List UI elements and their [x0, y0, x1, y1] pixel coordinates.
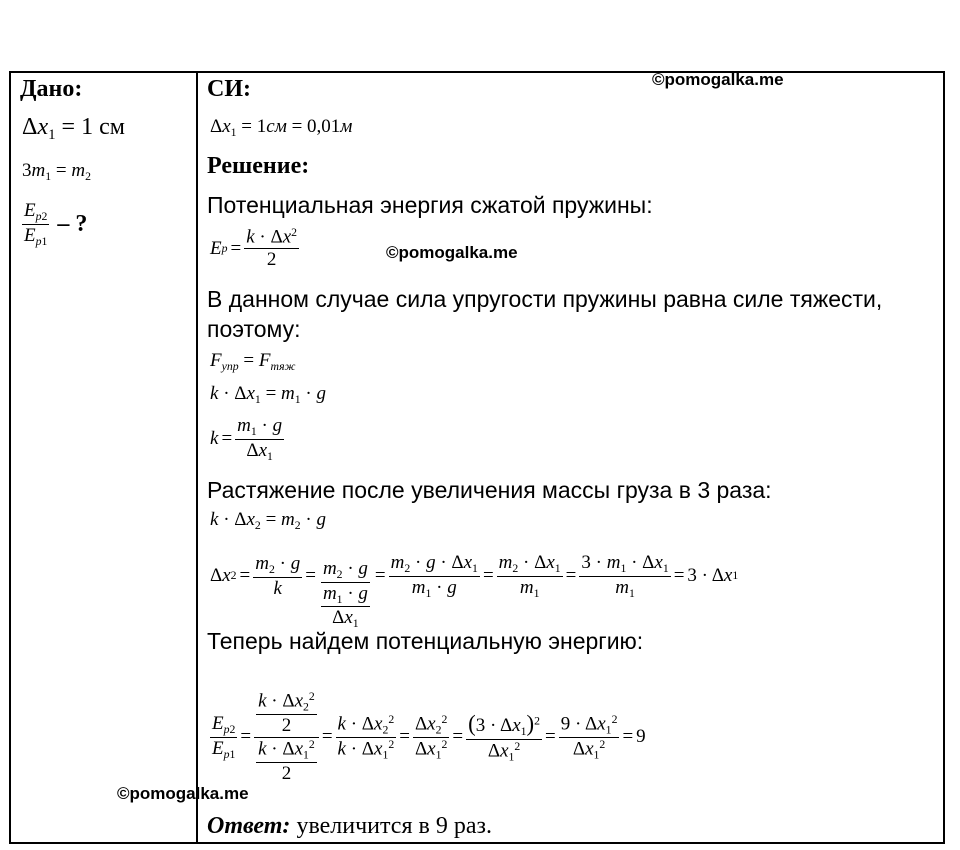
- energy-ratio-fraction: $\frac{E_{p2}}{E_{p1}}$: [24, 200, 48, 248]
- answer-line: [207, 813, 492, 840]
- given-line2: $3m_1 = m_2$: [22, 160, 91, 184]
- formula-hooke-2: $k \cdot \Delta x_2 = m_2 \cdot g$: [210, 509, 326, 533]
- formula-dx2-chain: Δ x 2 = $\frac{m_2 \cdot g}{k}$ = $\frac{m_2 \cdot g}{\frac{m_1 \cdot g}{\Delta x_1}}$ = $\frac{m_2 \cdot g \cdot \Delta x_1}{m_1 \cdot g}$ = $\frac{m_2 \cdot \Delta x_1}{m_1}$ = $\frac{3 \cdot m_1 \cdot \Delta x_1}{m_1}$ = 3 · Δ x 1: [210, 552, 739, 631]
- given-question: [22, 200, 87, 248]
- watermark-bottom: ©pomogalka.me: [117, 784, 249, 803]
- solution-text4: Растяжение после увеличения массы груза в 3 раза:: [207, 477, 772, 503]
- given-title: Дано:: [20, 76, 83, 102]
- solution-title: Решение:: [207, 153, 310, 179]
- formula-force-equality: $F_{упр} = F_{тяж}$: [210, 350, 296, 374]
- formula-hooke-1: $k \cdot \Delta x_1 = m_1 \cdot g$: [210, 383, 326, 407]
- si-title: СИ:: [207, 76, 251, 102]
- watermark-middle: ©pomogalka.me: [386, 243, 518, 262]
- formula-potential-energy: E p = $\frac{k \cdot \Delta x^2}{2}$: [210, 226, 298, 271]
- question-mark: – ?: [57, 210, 88, 237]
- si-conversion: $\Delta x_1 = 1см = 0,01м$: [210, 116, 353, 140]
- column-divider: [196, 71, 198, 844]
- solution-text3: поэтому:: [207, 316, 301, 342]
- solution-text1: Потенциальная энергия сжатой пружины:: [207, 192, 653, 218]
- solution-text5: Теперь найдем потенциальную энергию:: [207, 628, 644, 654]
- solution-text2: В данном случае сила упругости пружины равна силе тяжести,: [207, 286, 883, 312]
- answer-text: увеличится в 9 раз.: [296, 813, 492, 839]
- formula-energy-ratio: $\frac{E_{p2}}{E_{p1}}$ = $\frac{\frac{k \cdot \Delta x_2^2}{2}}{\frac{k \cdot \Delta x_1^2}{2}}$ = $\frac{k \cdot \Delta x_2^2}{k \cdot \Delta x_1^2}$ = $\frac{\Delta x_2^2}{\Delta x_1^2}$ = $\frac{(3 \cdot \Delta x_1)^2}{\Delta x_1^2}$ = $\frac{9 \cdot \Delta x_1^2}{\Delta x_1^2}$ = 9: [212, 690, 646, 785]
- given-line1: $\Delta x_1 = 1$ см: [22, 114, 125, 144]
- formula-k: k = $\frac{m_1 \cdot g}{\Delta x_1}$: [210, 415, 283, 463]
- answer-label: Ответ:: [207, 813, 291, 839]
- watermark-top: ©pomogalka.me: [652, 70, 784, 89]
